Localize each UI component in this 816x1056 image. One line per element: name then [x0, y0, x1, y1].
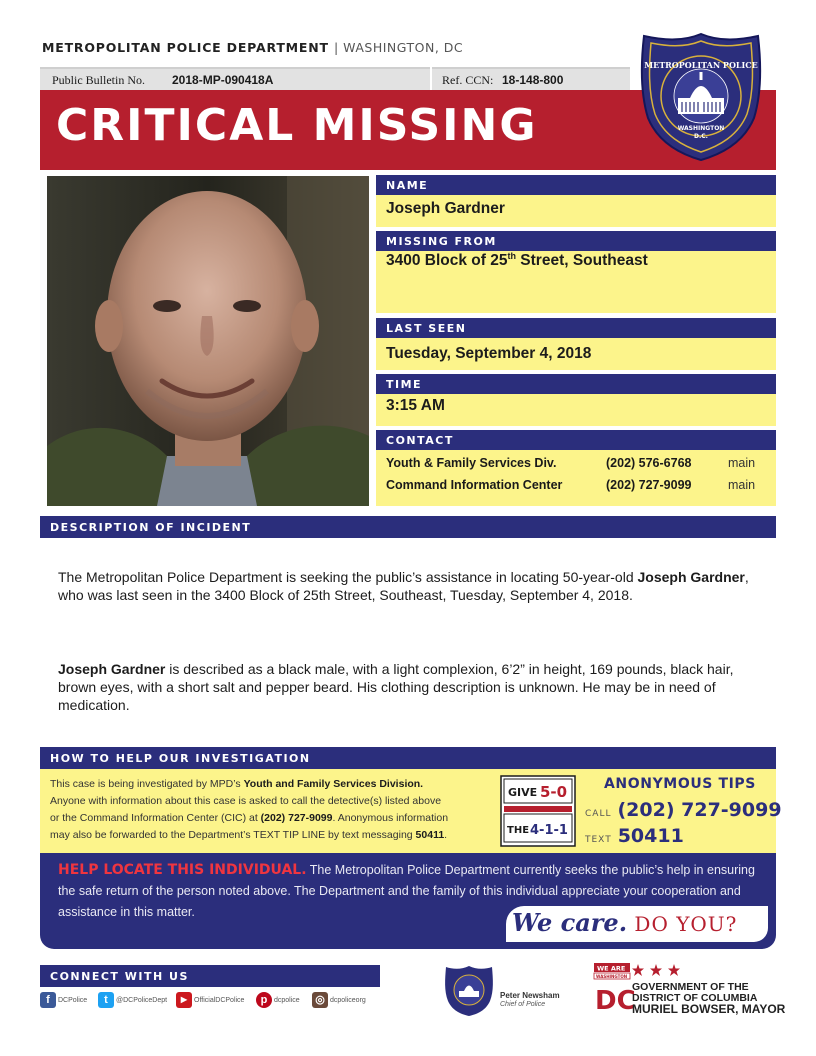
- missing-from-address: 3400 Block of 25: [386, 252, 508, 270]
- contact-note: main: [728, 456, 756, 470]
- description-text: The Metropolitan Police Department is seeking the public’s assistance in locating 50-year-old: [58, 569, 638, 585]
- text-label: TEXT: [585, 835, 612, 845]
- missing-from-address-end: Street, Southeast: [515, 252, 648, 270]
- call-number[interactable]: (202) 727-9099: [617, 799, 782, 821]
- badge-bottom-text: WASHINGTON: [677, 125, 725, 132]
- social-label: dcpoliceorg: [330, 996, 366, 1004]
- washington-text: WASHINGTON: [596, 974, 628, 979]
- we-are-text: WE ARE: [597, 964, 626, 973]
- name-value: Joseph Gardner: [376, 195, 776, 227]
- department-location: | WASHINGTON, DC: [334, 40, 464, 55]
- instagram-icon: ◎: [312, 992, 328, 1008]
- badge-top-text: METROPOLITAN POLICE: [644, 60, 758, 70]
- contact-phone: (202) 727-9099: [606, 478, 692, 492]
- contact-name: Youth & Family Services Div.: [386, 456, 557, 470]
- chief-badge-logo: [444, 965, 494, 1017]
- social-label: dcpolice: [274, 996, 300, 1004]
- mpd-badge-logo: [640, 32, 762, 162]
- anonymous-tips-title: ANONYMOUS TIPS: [604, 776, 756, 792]
- contact-row-cic: [386, 478, 756, 492]
- description-text: , who was last seen in the 3400 Block of 25th Street, Southeast, Tuesday, September 4, 2018.: [58, 569, 749, 603]
- ccn-label: Ref. CCN:: [442, 73, 494, 87]
- missing-from-sup: th: [507, 251, 516, 261]
- social-youtube[interactable]: [176, 992, 244, 1010]
- social-facebook[interactable]: [40, 992, 87, 1010]
- contact-phone: (202) 576-6768: [606, 456, 692, 470]
- text-number[interactable]: 50411: [617, 825, 684, 847]
- help-text: or the Command Information Center (CIC) at: [50, 812, 261, 824]
- help-locate-body: The Metropolitan Police Department currently seeks the public’s help in ensuring the safe return of the person noted above. The Department and the family of this individual appreciate your cooperation and assistance in this matter.: [58, 863, 755, 919]
- help-text: This case is being investigated by MPD’s: [50, 778, 244, 790]
- give-50-the-411-logo: [500, 775, 576, 847]
- department-header: [42, 40, 463, 55]
- we-care-text: We care.: [512, 908, 628, 937]
- chief-name: Peter Newsham: [500, 991, 560, 1000]
- bulletin-label: Public Bulletin No.: [52, 73, 145, 87]
- youtube-icon: ▶: [176, 992, 192, 1008]
- last-seen-value: Tuesday, September 4, 2018: [376, 338, 776, 370]
- missing-from-value: [376, 251, 776, 313]
- social-label: @DCPoliceDept: [116, 996, 168, 1004]
- twitter-icon: t: [98, 992, 114, 1008]
- gov-line: DISTRICT OF COLUMBIA: [632, 992, 758, 1004]
- missing-from-label: MISSING FROM: [376, 231, 776, 251]
- tips-text-line: [585, 825, 684, 847]
- description-person-name: Joseph Gardner: [637, 569, 745, 585]
- dc-government-logo: [594, 963, 636, 1016]
- give-number: 5-0: [540, 783, 568, 801]
- do-you-text: DO YOU?: [627, 912, 738, 936]
- the-number: 4-1-1: [530, 823, 568, 838]
- help-text: Anyone with information about this case is asked to call the detective(s) listed above: [50, 795, 442, 807]
- facebook-icon: f: [40, 992, 56, 1008]
- give-text: GIVE: [508, 786, 538, 799]
- description-person-name: Joseph Gardner: [58, 661, 166, 677]
- gov-line: GOVERNMENT OF THE: [632, 981, 749, 993]
- pinterest-icon: p: [256, 992, 272, 1008]
- social-twitter[interactable]: [98, 992, 167, 1010]
- help-text: .: [444, 829, 448, 841]
- ccn-number: 18-148-800: [502, 73, 564, 87]
- contact-label: CONTACT: [376, 430, 776, 450]
- help-text: . Anonymous information: [332, 812, 449, 824]
- help-instructions: [50, 776, 495, 844]
- time-label: TIME: [376, 374, 776, 394]
- dc-flag-stars-icon: [632, 963, 686, 977]
- connect-title: CONNECT WITH US: [40, 965, 380, 987]
- help-division: Youth and Family Services Division.: [243, 778, 424, 790]
- contact-name: Command Information Center: [386, 478, 563, 492]
- time-value: 3:15 AM: [376, 394, 776, 426]
- help-title: HOW TO HELP OUR INVESTIGATION: [40, 747, 776, 769]
- bulletin-divider: [430, 67, 432, 90]
- we-care-slogan: [512, 908, 737, 937]
- help-phone: (202) 727-9099: [260, 812, 333, 824]
- badge-bottom-text2: D.C.: [694, 133, 708, 140]
- contact-note: main: [728, 478, 756, 492]
- call-label: CALL: [585, 809, 612, 819]
- chief-title: Chief of Police: [500, 1001, 546, 1008]
- social-instagram[interactable]: [312, 992, 366, 1010]
- last-seen-label: LAST SEEN: [376, 318, 776, 338]
- help-text: may also be forwarded to the Department’s TEXT TIP LINE by text messaging: [50, 829, 416, 841]
- bulletin-number: 2018-MP-090418A: [172, 73, 274, 87]
- dc-text: DC: [595, 986, 636, 1016]
- bulletin-bar: [40, 67, 630, 90]
- dc-government-text: [632, 982, 785, 1015]
- social-label: OfficialDCPolice: [194, 996, 245, 1004]
- description-title: DESCRIPTION OF INCIDENT: [40, 516, 776, 538]
- tips-call-line: [585, 799, 782, 821]
- mayor-line: MURIEL BOWSER, MAYOR: [632, 1002, 786, 1016]
- banner-title: CRITICAL MISSING: [56, 100, 538, 151]
- description-paragraph-1: [58, 568, 758, 604]
- the-text: THE: [507, 825, 530, 836]
- missing-person-photo: [47, 176, 369, 506]
- contact-row-youth: [386, 456, 756, 470]
- help-text-code: 50411: [415, 829, 445, 841]
- description-text: is described as a black male, with a light complexion, 6’2” in height, 169 pounds, black hair, brown eyes, with a short salt and pepper beard. His clothing description is unknown. He may be in need of medication.: [58, 661, 734, 713]
- social-pinterest[interactable]: [256, 992, 300, 1010]
- name-label: NAME: [376, 175, 776, 195]
- social-label: DCPolice: [58, 996, 88, 1004]
- department-name: METROPOLITAN POLICE DEPARTMENT: [42, 40, 329, 55]
- description-paragraph-2: [58, 660, 758, 714]
- help-locate-heading: HELP LOCATE THIS INDIVIDUAL.: [58, 862, 307, 878]
